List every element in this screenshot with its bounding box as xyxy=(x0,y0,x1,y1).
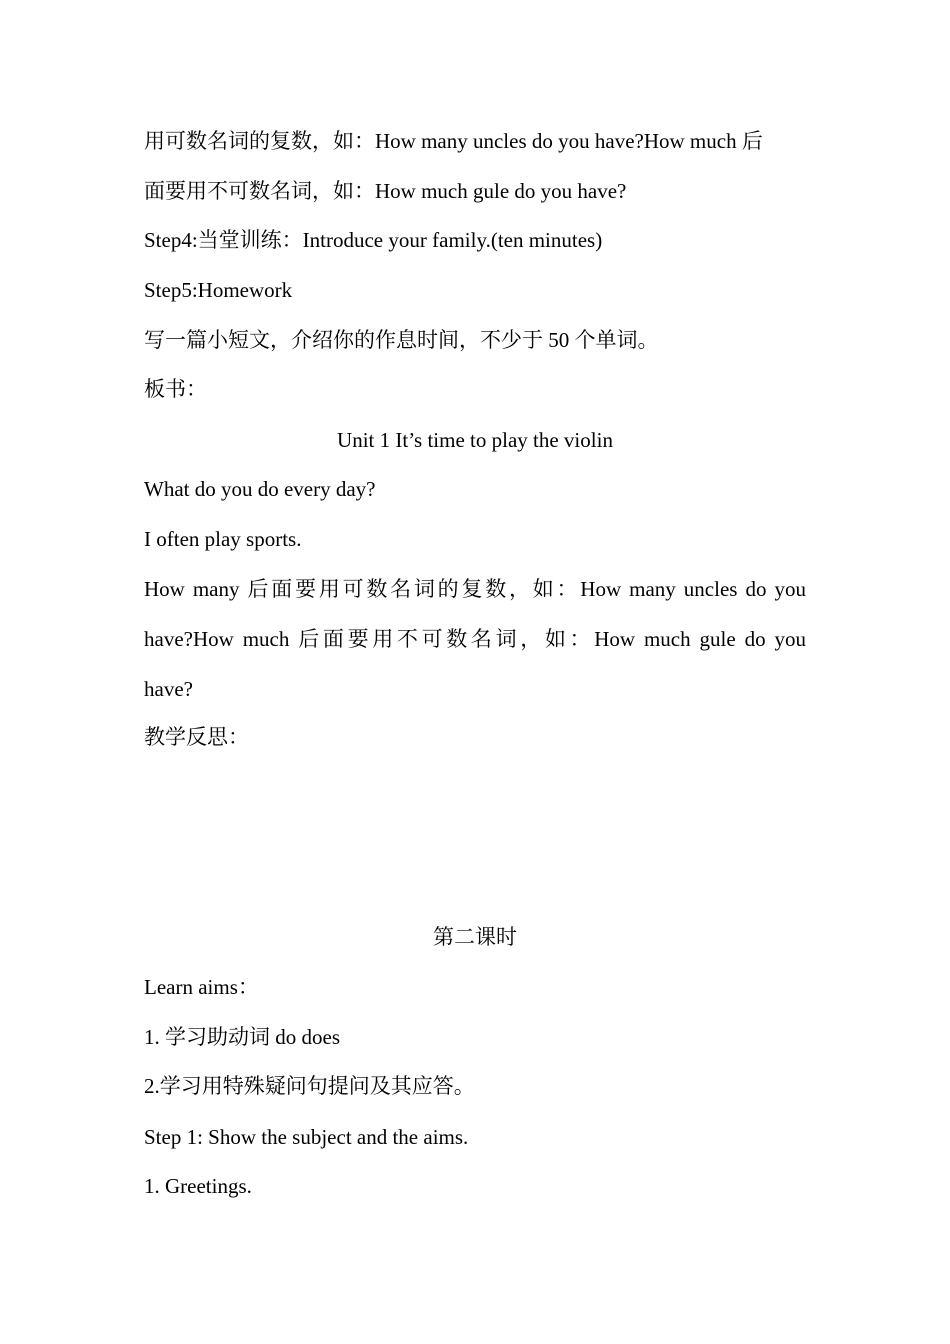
step5-line: Step5:Homework xyxy=(144,278,293,302)
lesson-heading: 第二课时 xyxy=(433,925,517,949)
aim-item: 1. 学习助动词 do does xyxy=(144,1025,340,1049)
aims-label: Learn aims： xyxy=(144,975,259,999)
board-question: What do you do every day? xyxy=(144,477,376,501)
homework-line: 写一篇小短文，介绍你的作息时间，不少于 50 个单词。 xyxy=(144,328,659,352)
board-answer: I often play sports. xyxy=(144,527,302,551)
board-note-line: have?How much 后面要用不可数名词，如：How much gule do you xyxy=(144,627,806,651)
paragraph-line: 用可数名词的复数，如：How many uncles do you have?How much 后 xyxy=(144,129,763,153)
board-title: Unit 1 It’s time to play the violin xyxy=(337,428,613,452)
aim-item: 2.学习用特殊疑问句提问及其应答。 xyxy=(144,1074,475,1098)
reflection-label: 教学反思： xyxy=(144,725,249,749)
step1-line: Step 1: Show the subject and the aims. xyxy=(144,1125,469,1149)
board-label: 板书： xyxy=(144,377,207,401)
paragraph-line: 面要用不可数名词，如：How much gule do you have? xyxy=(144,179,627,203)
step4-line: Step4:当堂训练：Introduce your family.(ten minutes) xyxy=(144,228,603,252)
greetings-line: 1. Greetings. xyxy=(144,1174,252,1198)
board-note-line: have? xyxy=(144,677,193,701)
board-note-line: How many 后面要用可数名词的复数，如：How many uncles do you xyxy=(144,577,806,601)
